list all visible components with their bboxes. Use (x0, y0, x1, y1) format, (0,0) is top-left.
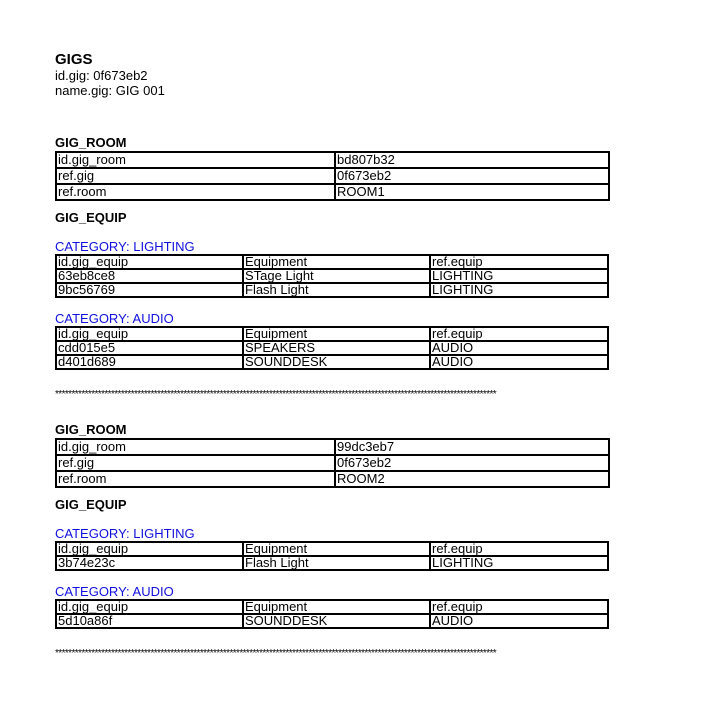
column-header: id.gig_equip (56, 542, 243, 556)
gig-room-section-1 (55, 136, 690, 401)
table-row (56, 283, 608, 297)
column-header: Equipment (243, 600, 430, 614)
table-cell: AUDIO (430, 355, 608, 369)
table-row (56, 556, 608, 570)
table-header-row (56, 255, 608, 269)
column-header: ref.equip (430, 600, 608, 614)
column-header: ref.equip (430, 255, 608, 269)
table-cell: LIGHTING (430, 283, 608, 297)
gig-equip-title: GIG_EQUIP (55, 497, 127, 512)
table-row (56, 614, 608, 628)
table-cell-key: ref.room (56, 471, 335, 487)
column-header: Equipment (243, 542, 430, 556)
table-cell: SOUNDDESK (243, 614, 430, 628)
table-cell: 3b74e23c (56, 556, 243, 570)
table-row (56, 152, 609, 168)
column-header: id.gig_equip (56, 600, 243, 614)
gig-equip-table (55, 254, 609, 298)
column-header: Equipment (243, 255, 430, 269)
table-cell: AUDIO (430, 614, 608, 628)
gig-room-title: GIG_ROOM (55, 135, 127, 150)
category-label: CATEGORY: LIGHTING (55, 239, 195, 254)
gigs-title: GIGS (55, 51, 93, 68)
category-label: CATEGORY: LIGHTING (55, 526, 195, 541)
table-cell: 63eb8ce8 (56, 269, 243, 283)
table-cell: LIGHTING (430, 269, 608, 283)
gig-equip-title: GIG_EQUIP (55, 210, 127, 225)
table-row (56, 341, 608, 355)
column-header: ref.equip (430, 327, 608, 341)
gig-id-line: id.gig: 0f673eb2 (55, 68, 148, 83)
separator-line: ************************************************************************************************************************************** (55, 648, 497, 659)
table-cell-value: 99dc3eb7 (335, 439, 609, 455)
gig-room-table (55, 151, 610, 201)
gig-room-table (55, 438, 610, 488)
category-label: CATEGORY: AUDIO (55, 311, 174, 326)
document (55, 52, 690, 660)
table-cell-value: 0f673eb2 (335, 168, 609, 184)
table-header-row (56, 327, 608, 341)
column-header: Equipment (243, 327, 430, 341)
table-cell-value: ROOM2 (335, 471, 609, 487)
table-cell-value: 0f673eb2 (335, 455, 609, 471)
column-header: id.gig_equip (56, 255, 243, 269)
table-cell: 9bc56769 (56, 283, 243, 297)
table-cell-key: ref.gig (56, 455, 335, 471)
gig-equip-table (55, 326, 609, 370)
table-cell: 5d10a86f (56, 614, 243, 628)
table-cell-key: ref.gig (56, 168, 335, 184)
table-row (56, 455, 609, 471)
gig-room-section-2 (55, 423, 690, 660)
table-cell: SOUNDDESK (243, 355, 430, 369)
category-label: CATEGORY: AUDIO (55, 584, 174, 599)
table-cell: d401d689 (56, 355, 243, 369)
table-row (56, 439, 609, 455)
table-row (56, 471, 609, 487)
table-row (56, 355, 608, 369)
table-cell-key: ref.room (56, 184, 335, 200)
column-header: ref.equip (430, 542, 608, 556)
column-header: id.gig_equip (56, 327, 243, 341)
table-cell: AUDIO (430, 341, 608, 355)
gig-equip-table (55, 541, 609, 571)
separator-line: ************************************************************************************************************************************** (55, 389, 497, 400)
table-cell-value: bd807b32 (335, 152, 609, 168)
table-cell-value: ROOM1 (335, 184, 609, 200)
table-row (56, 184, 609, 200)
table-header-row (56, 600, 608, 614)
gig-equip-table (55, 599, 609, 629)
table-cell: STage Light (243, 269, 430, 283)
table-cell: SPEAKERS (243, 341, 430, 355)
table-cell: cdd015e5 (56, 341, 243, 355)
table-cell: Flash Light (243, 283, 430, 297)
table-cell: LIGHTING (430, 556, 608, 570)
table-row (56, 269, 608, 283)
table-cell-key: id.gig_room (56, 439, 335, 455)
gig-room-title: GIG_ROOM (55, 422, 127, 437)
table-cell-key: id.gig_room (56, 152, 335, 168)
table-row (56, 168, 609, 184)
table-cell: Flash Light (243, 556, 430, 570)
gigs-header (55, 52, 690, 98)
gig-name-line: name.gig: GIG 001 (55, 83, 165, 98)
table-header-row (56, 542, 608, 556)
